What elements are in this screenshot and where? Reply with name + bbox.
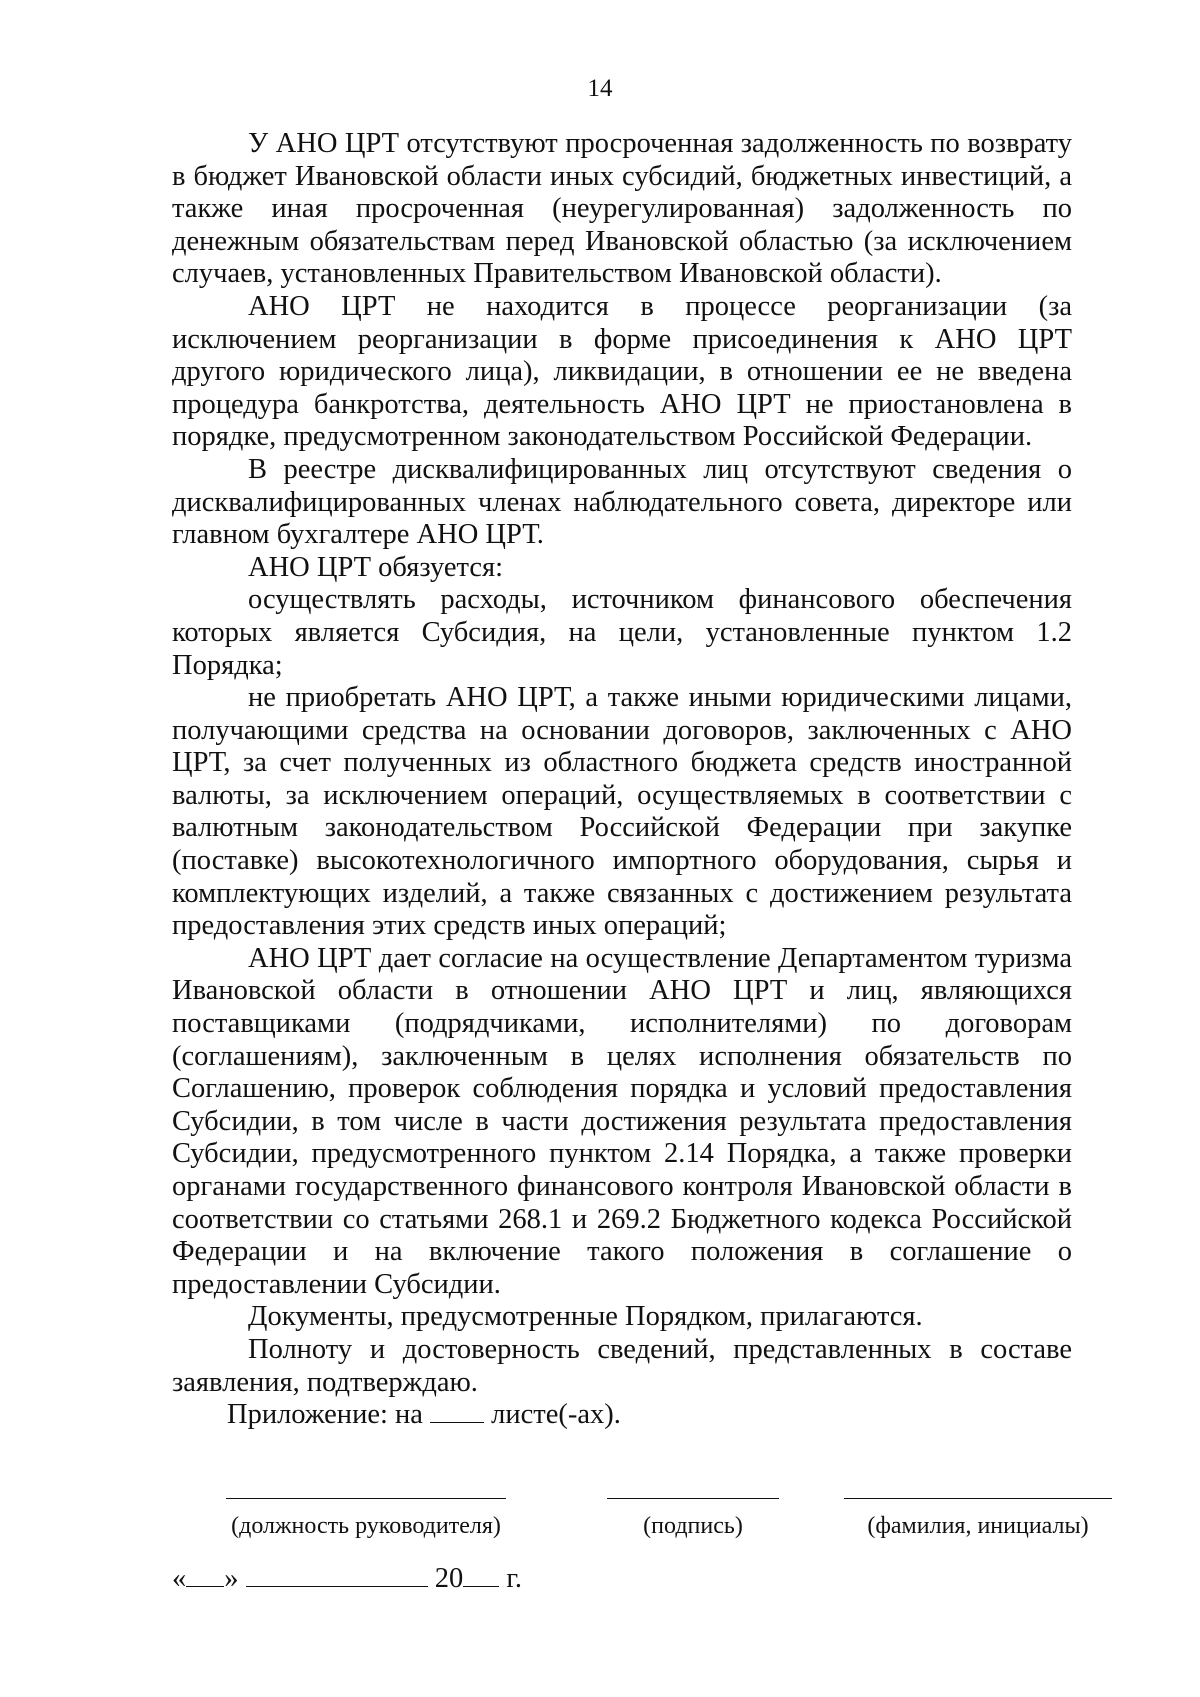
paragraph-consent-audit: АНО ЦРТ дает согласие на осуществление Департаментом туризма Ивановской области в отношении АНО ЦРТ и лиц, являющихся поставщиками (подрядчиками, исполнителями) по договорам (соглашениям), заключенным в целях исполнения обязательств по Соглашению, проверок соблюдения порядка и условий предоставления Субсидии, в том числе в части достижения результата предоставления Субсидии, предусмотренного пунктом 2.14 Порядка, а также проверки органами государственного финансового контроля Ивановской области в соответствии со статьями 268.1 и 269.2 Бюджетного кодекса Российской Федерации и на включение такого положения в соглашение о предоставлении Субсидии.	[172, 942, 1072, 1300]
month-blank	[246, 1564, 428, 1587]
paragraph-obligation-expenses: осуществлять расходы, источником финансового обеспечения которых является Субсидия, на цели, установленные пунктом 1.2 Порядка;	[172, 584, 1072, 681]
paragraph-confirmation: Полноту и достоверность сведений, представленных в составе заявления, подтверждаю.	[172, 1333, 1072, 1398]
position-label: (должность руководителя)	[231, 1513, 501, 1539]
date-line	[172, 1562, 522, 1596]
signature-line	[607, 1498, 779, 1499]
paragraph-disqualified-registry: В реестре дисквалифицированных лиц отсутствуют сведения о дисквалифицированных членах наблюдательного совета, директоре или главном бухгалтере АНО ЦРТ.	[172, 453, 1072, 551]
attachment-prefix: Приложение: на	[227, 1399, 423, 1431]
name-signature-line	[844, 1498, 1112, 1499]
position-signature-line	[226, 1498, 506, 1499]
signature-block	[0, 1498, 1200, 1618]
year-prefix: 20	[434, 1563, 464, 1594]
attachment-suffix: листе(-ах).	[491, 1399, 621, 1431]
attachment-line	[172, 1399, 1072, 1432]
year-blank	[463, 1564, 499, 1587]
paragraph-obligation-currency: не приобретать АНО ЦРТ, а также иными юридическими лицами, получающими средства на основании договоров, заключенных с АНО ЦРТ, за счет полученных из областного бюджета средств иностранной валюты, за исключением операций, осуществляемых в соответствии с валютным законодательством Российской Федерации при закупке (поставке) высокотехнологичного импортного оборудования, сырья и комплектующих изделий, а также связанных с достижением результата предоставления этих средств иных операций;	[172, 682, 1072, 942]
signature-label: (подпись)	[643, 1513, 743, 1539]
day-blank	[186, 1564, 224, 1587]
date-open-quote: «	[172, 1563, 187, 1594]
paragraph-obligations-heading: АНО ЦРТ обязуется:	[248, 551, 503, 583]
page-number: 14	[587, 75, 613, 102]
year-suffix: г.	[506, 1563, 522, 1594]
date-close-quote: »	[224, 1563, 239, 1594]
paragraph-no-reorganization: АНО ЦРТ не находится в процессе реорганизации (за исключением реорганизации в форме присоединения к АНО ЦРТ другого юридического лица), ликвидации, в отношении ее не введена процедура банкротства, деятельность АНО ЦРТ не приостановлена в порядке, предусмотренном законодательством Российской Федерации.	[172, 290, 1072, 453]
document-body	[172, 128, 1072, 1432]
attachment-sheets-blank	[430, 1400, 484, 1423]
name-label: (фамилия, инициалы)	[867, 1513, 1089, 1539]
paragraph-no-debt: У АНО ЦРТ отсутствуют просроченная задолженность по возврату в бюджет Ивановской области иных субсидий, бюджетных инвестиций, а также иная просроченная (неурегулированная) задолженность по денежным обязательствам перед Ивановской областью (за исключением случаев, установленных Правительством Ивановской области).	[172, 128, 1072, 290]
paragraph-documents-attached: Документы, предусмотренные Порядком, прилагаются.	[248, 1301, 923, 1333]
